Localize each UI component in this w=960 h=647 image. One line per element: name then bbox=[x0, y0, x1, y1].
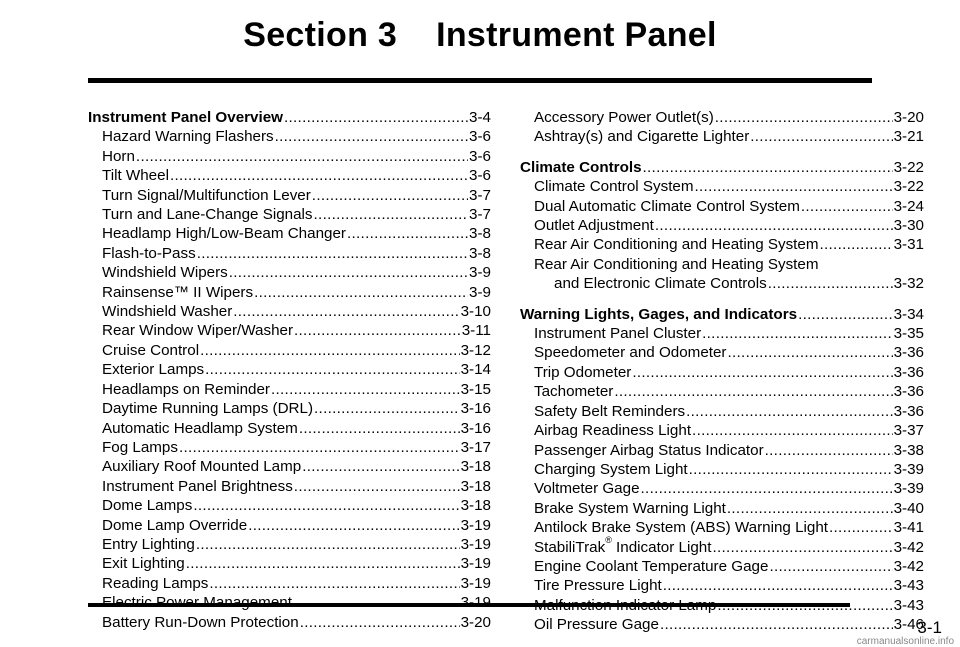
dot-leader bbox=[300, 613, 460, 632]
toc-entry bbox=[88, 477, 491, 496]
dot-leader bbox=[229, 263, 468, 282]
toc-entry bbox=[520, 108, 924, 127]
toc-entry-label: Safety Belt Reminders bbox=[534, 402, 686, 420]
toc-entry bbox=[520, 127, 924, 146]
dot-leader bbox=[302, 457, 459, 476]
toc-entry-label: Cruise Control bbox=[102, 341, 200, 359]
dot-leader bbox=[695, 177, 893, 196]
dot-leader bbox=[643, 158, 893, 177]
toc-entry bbox=[520, 479, 924, 498]
dot-leader bbox=[233, 302, 459, 321]
toc-entry-label: Climate Controls bbox=[520, 158, 642, 176]
toc-entry-label: Antilock Brake System (ABS) Warning Light bbox=[534, 519, 829, 537]
toc-entry bbox=[88, 380, 491, 399]
dot-leader bbox=[702, 324, 892, 343]
dot-leader bbox=[179, 438, 460, 457]
toc-left-column bbox=[88, 108, 491, 632]
toc-entry-page: 3-4 bbox=[469, 109, 491, 126]
toc-entry-page: 3-36 bbox=[893, 344, 924, 362]
toc-entry-label: Turn Signal/Multifunction Lever bbox=[102, 186, 311, 204]
toc-entry-label: Battery Run-Down Protection bbox=[102, 613, 299, 631]
toc-section-heading bbox=[520, 305, 924, 324]
toc-entry-page: 3-19 bbox=[460, 535, 491, 553]
toc-entry bbox=[520, 177, 924, 196]
dot-leader bbox=[275, 127, 468, 146]
dot-leader bbox=[660, 615, 893, 634]
dot-leader bbox=[170, 166, 468, 185]
dot-leader bbox=[692, 421, 893, 440]
toc-entry-label: Exterior Lamps bbox=[102, 361, 205, 379]
dot-leader bbox=[314, 205, 469, 224]
dot-leader bbox=[632, 363, 892, 382]
toc-entry bbox=[88, 535, 491, 554]
toc-entry-page: 3-9 bbox=[469, 264, 491, 282]
toc-section-heading bbox=[520, 158, 924, 177]
dot-leader bbox=[715, 108, 893, 127]
toc-entry-page: 3-24 bbox=[893, 197, 924, 215]
dot-leader bbox=[820, 235, 893, 254]
toc-entry-page: 3-22 bbox=[893, 158, 924, 176]
toc-entry-label: Tachometer bbox=[534, 383, 614, 401]
toc-entry-page: 3-42 bbox=[893, 557, 924, 575]
toc-entry-label: Accessory Power Outlet(s) bbox=[534, 109, 714, 126]
dot-leader bbox=[271, 380, 460, 399]
toc-entry bbox=[88, 205, 491, 224]
dot-leader bbox=[299, 419, 460, 438]
toc-entry-label: Instrument Panel Overview bbox=[88, 109, 283, 126]
dot-leader bbox=[728, 343, 893, 362]
toc-entry-label: Horn bbox=[102, 147, 135, 165]
toc-entry-page: 3-11 bbox=[461, 322, 491, 340]
toc-entry-page: 3-31 bbox=[893, 236, 924, 254]
toc-entry-label: Ashtray(s) and Cigarette Lighter bbox=[534, 128, 750, 146]
toc-entry bbox=[88, 321, 491, 340]
toc-entry-label: Entry Lighting bbox=[102, 535, 195, 553]
toc-entry bbox=[88, 186, 491, 205]
toc-entry-page: 3-40 bbox=[893, 499, 924, 517]
toc-entry-label: Rear Window Wiper/Washer bbox=[102, 322, 294, 340]
toc-entry-label: Tilt Wheel bbox=[102, 167, 169, 185]
toc-entry-label: Brake System Warning Light bbox=[534, 499, 726, 517]
toc-entry-label: Fog Lamps bbox=[102, 438, 178, 456]
toc-entry bbox=[520, 274, 924, 293]
dot-leader bbox=[712, 538, 892, 557]
toc-entry-page: 3-6 bbox=[469, 128, 491, 146]
dot-leader bbox=[248, 516, 459, 535]
toc-entry-page: 3-39 bbox=[893, 480, 924, 498]
dot-leader bbox=[294, 321, 461, 340]
toc-entry-label: and Electronic Climate Controls bbox=[554, 275, 767, 293]
toc-entry-page: 3-35 bbox=[893, 325, 924, 343]
dot-leader bbox=[205, 360, 459, 379]
toc-entry-label: Windshield Wipers bbox=[102, 264, 228, 282]
toc-entry-page: 3-17 bbox=[460, 438, 491, 456]
toc-entry-page: 3-43 bbox=[893, 577, 924, 595]
toc-entry-page: 3-12 bbox=[460, 341, 491, 359]
toc-entry-label: Passenger Airbag Status Indicator bbox=[534, 441, 764, 459]
toc-entry bbox=[88, 360, 491, 379]
toc-entry-label: Voltmeter Gage bbox=[534, 480, 640, 498]
toc-entry-page: 3-9 bbox=[469, 283, 491, 301]
toc-entry-page: 3-18 bbox=[460, 458, 491, 476]
header-rule bbox=[88, 78, 872, 83]
toc-entry bbox=[520, 615, 924, 634]
dot-leader bbox=[798, 305, 893, 324]
toc-entry-label: Climate Control System bbox=[534, 178, 694, 196]
toc-section-heading bbox=[88, 108, 491, 127]
toc-entry bbox=[88, 263, 491, 282]
footer-rule bbox=[88, 603, 850, 607]
dot-leader bbox=[347, 224, 468, 243]
toc-entry bbox=[520, 499, 924, 518]
toc-entry-page: 3-8 bbox=[469, 244, 491, 262]
toc-entry bbox=[88, 244, 491, 263]
toc-entry bbox=[520, 382, 924, 401]
toc-entry bbox=[520, 324, 924, 343]
toc-entry-page: 3-16 bbox=[460, 419, 491, 437]
toc-entry bbox=[88, 127, 491, 146]
toc-entry bbox=[88, 554, 491, 573]
dot-leader bbox=[314, 399, 460, 418]
toc-entry bbox=[88, 516, 491, 535]
toc-entry-label: Turn and Lane-Change Signals bbox=[102, 206, 313, 224]
toc-entry-page: 3-14 bbox=[460, 361, 491, 379]
toc-entry-page: 3-42 bbox=[893, 538, 924, 556]
toc-entry-label: Trip Odometer bbox=[534, 363, 632, 381]
toc-entry-label: Oil Pressure Gage bbox=[534, 616, 659, 634]
toc-entry-label: Airbag Readiness Light bbox=[534, 422, 692, 440]
toc-entry-page: 3-18 bbox=[460, 477, 491, 495]
toc-entry-label: Engine Coolant Temperature Gage bbox=[534, 557, 769, 575]
toc-entry-page: 3-34 bbox=[893, 305, 924, 323]
watermark: carmanualsonline.info bbox=[856, 636, 954, 647]
toc-entry-page: 3-6 bbox=[469, 147, 491, 165]
dot-leader bbox=[663, 576, 893, 595]
toc-entry bbox=[520, 421, 924, 440]
toc-entry-label: Dome Lamps bbox=[102, 497, 193, 515]
toc-entry bbox=[520, 216, 924, 235]
toc-entry-label: Windshield Washer bbox=[102, 303, 233, 321]
toc-entry-label: Tire Pressure Light bbox=[534, 577, 662, 595]
dot-leader bbox=[186, 554, 460, 573]
toc-entry-page: 3-41 bbox=[893, 519, 924, 537]
dot-leader bbox=[727, 499, 893, 518]
toc-entry-page: 3-38 bbox=[893, 441, 924, 459]
dot-leader bbox=[136, 147, 468, 166]
toc-entry-label: Daytime Running Lamps (DRL) bbox=[102, 400, 314, 418]
dot-leader bbox=[768, 274, 893, 293]
toc-entry-page: 3-7 bbox=[469, 206, 491, 224]
toc-entry-page: 3-30 bbox=[893, 217, 924, 235]
toc-entry-label: Speedometer and Odometer bbox=[534, 344, 727, 362]
toc-entry bbox=[88, 224, 491, 243]
dot-leader bbox=[254, 283, 468, 302]
dot-leader bbox=[193, 496, 459, 515]
toc-entry-page: 3-36 bbox=[893, 363, 924, 381]
toc-entry-label: Reading Lamps bbox=[102, 574, 209, 592]
toc-entry-label: Auxiliary Roof Mounted Lamp bbox=[102, 458, 302, 476]
toc-entry-label: Exit Lighting bbox=[102, 555, 185, 573]
toc-entry-page: 3-19 bbox=[460, 555, 491, 573]
toc-entry-page: 3-22 bbox=[893, 178, 924, 196]
toc-entry bbox=[520, 255, 924, 274]
toc-entry-page: 3-16 bbox=[460, 400, 491, 418]
toc-right-column bbox=[520, 108, 924, 635]
dot-leader bbox=[655, 216, 893, 235]
toc-entry bbox=[520, 576, 924, 595]
toc-entry bbox=[88, 302, 491, 321]
toc-entry-page: 3-37 bbox=[893, 422, 924, 440]
dot-leader bbox=[294, 477, 460, 496]
dot-leader bbox=[209, 574, 459, 593]
toc-entry-label: Charging System Light bbox=[534, 460, 688, 478]
toc-entry bbox=[88, 166, 491, 185]
toc-entry bbox=[520, 518, 924, 537]
toc-entry-page: 3-21 bbox=[893, 128, 924, 146]
toc-entry bbox=[88, 613, 491, 632]
dot-leader bbox=[200, 341, 460, 360]
toc-entry-page: 3-39 bbox=[893, 460, 924, 478]
toc-entry bbox=[88, 147, 491, 166]
toc-entry bbox=[520, 535, 924, 557]
dot-leader bbox=[769, 557, 892, 576]
toc-entry-label: Warning Lights, Gages, and Indicators bbox=[520, 305, 798, 323]
dot-leader bbox=[641, 479, 893, 498]
toc-entry-page: 3-36 bbox=[893, 383, 924, 401]
toc-entry-page: 3-18 bbox=[460, 497, 491, 515]
toc-entry bbox=[520, 402, 924, 421]
toc-entry-page: 3-19 bbox=[460, 574, 491, 592]
toc-entry-label: Headlamp High/Low-Beam Changer bbox=[102, 225, 346, 243]
toc-entry bbox=[88, 341, 491, 360]
toc-entry-page: 3-8 bbox=[469, 225, 491, 243]
toc-entry-page: 3-32 bbox=[893, 275, 924, 293]
toc-entry bbox=[520, 343, 924, 362]
toc-entry-page: 3-20 bbox=[460, 613, 491, 631]
toc-entry-page: 3-6 bbox=[469, 167, 491, 185]
toc-entry bbox=[520, 441, 924, 460]
toc-entry-label: Instrument Panel Cluster bbox=[534, 325, 702, 343]
toc-entry bbox=[520, 363, 924, 382]
toc-entry bbox=[88, 438, 491, 457]
toc-entry-label: Headlamps on Reminder bbox=[102, 380, 270, 398]
toc-entry-label: Flash-to-Pass bbox=[102, 244, 196, 262]
toc-entry bbox=[520, 197, 924, 216]
dot-leader bbox=[284, 108, 468, 127]
dot-leader bbox=[686, 402, 892, 421]
toc-entry-label: Automatic Headlamp System bbox=[102, 419, 298, 437]
dot-leader bbox=[196, 535, 460, 554]
toc-entry-label: Rear Air Conditioning and Heating System bbox=[534, 236, 819, 254]
toc-entry-page: 3-10 bbox=[460, 303, 491, 321]
toc-entry-page: 3-19 bbox=[460, 516, 491, 534]
toc-entry-label: Instrument Panel Brightness bbox=[102, 477, 293, 495]
toc-entry bbox=[520, 460, 924, 479]
dot-leader bbox=[829, 518, 893, 537]
dot-leader bbox=[312, 186, 468, 205]
dot-leader bbox=[801, 197, 893, 216]
page-number: 3-1 bbox=[917, 618, 942, 637]
toc-entry-page: 3-46 bbox=[893, 616, 924, 634]
dot-leader bbox=[765, 441, 893, 460]
toc-entry-page: 3-20 bbox=[893, 109, 924, 126]
toc-entry bbox=[520, 235, 924, 254]
toc-entry bbox=[88, 457, 491, 476]
toc-entry-label: Dual Automatic Climate Control System bbox=[534, 197, 800, 215]
dot-leader bbox=[689, 460, 893, 479]
toc-entry-label: Rear Air Conditioning and Heating System bbox=[534, 255, 819, 273]
toc-entry-label: StabiliTrak® Indicator Light bbox=[534, 535, 712, 556]
toc-entry-label: Rainsense™ II Wipers bbox=[102, 283, 254, 301]
toc-entry bbox=[88, 496, 491, 515]
dot-leader bbox=[197, 244, 468, 263]
toc-entry-page: 3-43 bbox=[893, 596, 924, 614]
toc-entry bbox=[520, 557, 924, 576]
toc-entry-label: Dome Lamp Override bbox=[102, 516, 248, 534]
dot-leader bbox=[750, 127, 892, 146]
toc-entry bbox=[88, 399, 491, 418]
toc-entry-page: 3-36 bbox=[893, 402, 924, 420]
dot-leader bbox=[614, 382, 892, 401]
section-title: Section 3 Instrument Panel bbox=[243, 16, 717, 54]
toc-entry-label: Hazard Warning Flashers bbox=[102, 128, 274, 146]
toc-entry bbox=[88, 419, 491, 438]
toc-entry bbox=[88, 283, 491, 302]
toc-entry-page: 3-15 bbox=[460, 380, 491, 398]
toc-entry-label: Outlet Adjustment bbox=[534, 217, 654, 235]
toc-entry bbox=[88, 574, 491, 593]
toc-entry-page: 3-7 bbox=[469, 186, 491, 204]
